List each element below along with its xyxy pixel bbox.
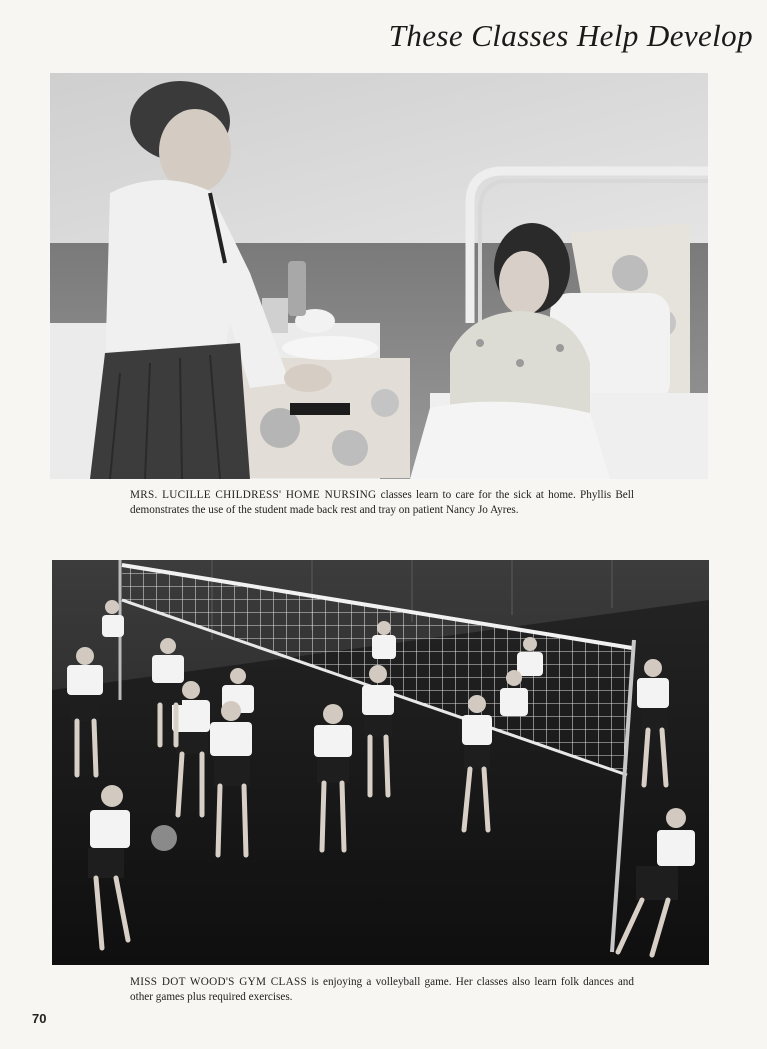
home-nursing-caption [130,488,634,518]
home-nursing-photo [50,73,708,479]
gym-class-caption-lead: MISS DOT WOOD'S GYM CLASS [130,976,308,988]
gym-class-caption-text: is enjoying a volleyball game. Her classes also learn folk dances and other games plus required exercises. [130,976,634,1003]
gym-class-photo [52,560,709,965]
gym-class-caption [130,975,634,1005]
page-title: These Classes Help Develop [388,18,753,53]
home-nursing-caption-lead: MRS. LUCILLE CHILDRESS' HOME NURSING [130,489,377,501]
page-number: 70 [32,1011,47,1026]
home-nursing-caption-text: classes learn to care for the sick at home. Phyllis Bell demonstrates the use of the student made back rest and tray on patient Nancy Jo Ayres. [130,489,634,516]
